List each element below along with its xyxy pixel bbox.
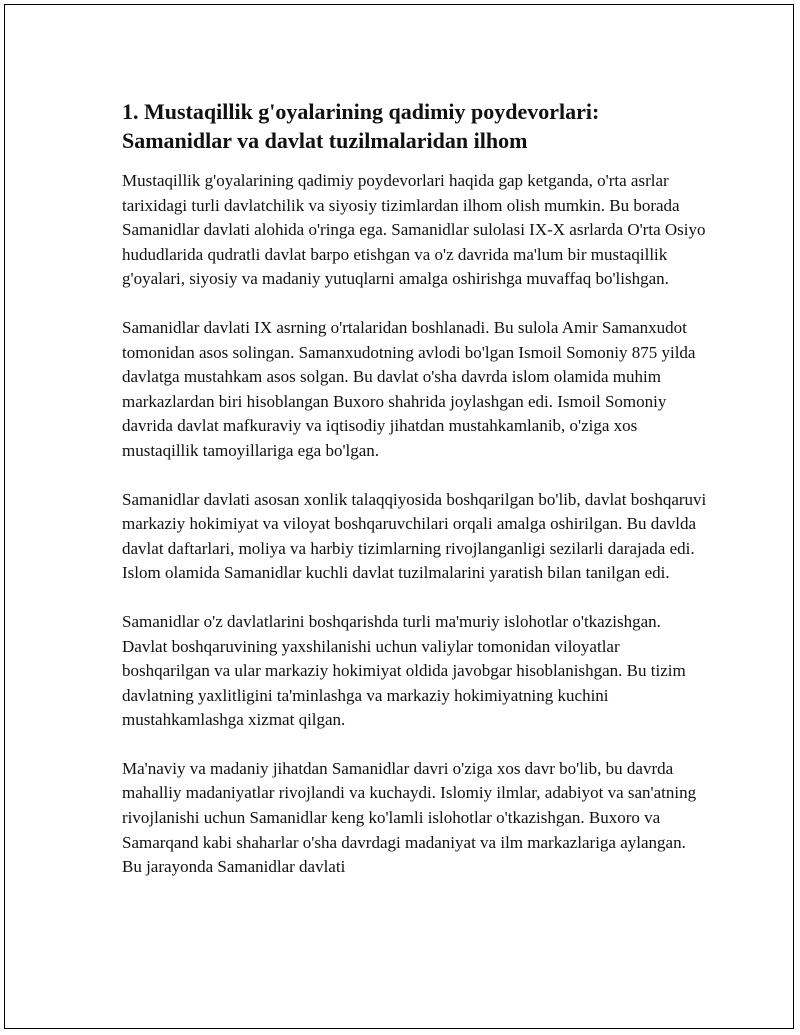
- paragraph: Ma'naviy va madaniy jihatdan Samanidlar davri o'ziga xos davr bo'lib, bu davrda mahalliy madaniyatlar rivojlandi va kuchaydi. Islomiy ilmlar, adabiyot va san'atning rivojlanishi uchun Samanidlar keng ko'lamli islohotlar o'tkazishgan. Buxoro va Samarqand kabi shaharlar o'sha davrdagi madaniyat va ilm markazlariga aylangan. Bu jarayonda Samanidlar davlati: [122, 758, 697, 877]
- document-body: [122, 97, 707, 904]
- page-frame: [4, 4, 794, 1029]
- section-heading: 1. Mustaqillik g'oyalarining qadimiy poydevorlari: Samanidlar va davlat tuzilmalaridan ilhom: [122, 99, 600, 153]
- paragraph: Samanidlar o'z davlatlarini boshqarishda turli ma'muriy islohotlar o'tkazishgan. Davlat boshqaruvining yaxshilanishi uchun valiylar tomonidan viloyatlar boshqarilgan va ular markaziy hokimiyat oldida javobgar hisoblanishgan. Bu tizim davlatning yaxlitligini ta'minlashga va markaziy hokimiyatning kuchini mustahkamlashga xizmat qilgan.: [122, 611, 686, 730]
- paragraph: Samanidlar davlati IX asrning o'rtalaridan boshlanadi. Bu sulola Amir Samanxudot tomonidan asos solingan. Samanxudotning avlodi bo'lgan Ismoil Somoniy 875 yilda davlatga mustahkam asos solgan. Bu davlat o'sha davrda islom olamida muhim markazlardan biri hisoblangan Buxoro shahrida joylashgan edi. Ismoil Somoniy davrida davlat mafkuraviy va iqtisodiy jihatdan mustahkamlanib, o'ziga xos mustaqillik tamoyillariga ega bo'lgan.: [122, 317, 696, 460]
- paragraph: Samanidlar davlati asosan xonlik talaqqiyosida boshqarilgan bo'lib, davlat boshqaruvi markaziy hokimiyat va viloyat boshqaruvchilari orqali amalga oshirilgan. Bu davlda davlat daftarlari, moliya va harbiy tizimlarning rivojlanganligi sezilarli darajada edi. Islom olamida Samanidlar kuchli davlat tuzilmalarini yaratish bilan tanilgan edi.: [122, 489, 707, 583]
- paragraph: Mustaqillik g'oyalarining qadimiy poydevorlari haqida gap ketganda, o'rta asrlar tarixidagi turli davlatchilik va siyosiy tizimlardan ilhom olish mumkin. Bu borada Samanidlar davlati alohida o'ringa ega. Samanidlar sulolasi IX-X asrlarda O'rta Osiyo hududlarida qudratli davlat barpo etishgan va o'z davrida ma'lum bir mustaqillik g'oyalari, siyosiy va madaniy yutuqlarni amalga oshirishga muvaffaq bo'lishgan.: [122, 171, 706, 289]
